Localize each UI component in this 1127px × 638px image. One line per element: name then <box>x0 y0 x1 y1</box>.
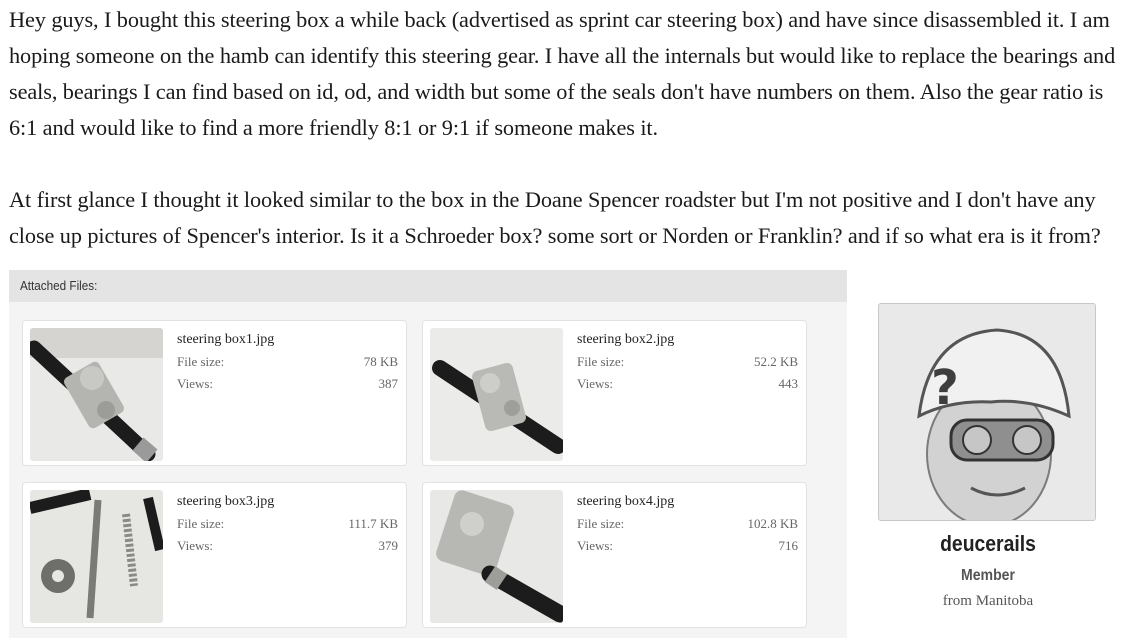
attachment-thumbnail[interactable] <box>430 490 563 623</box>
file-size-value: 111.7 KB <box>348 516 398 531</box>
attachment-filename[interactable]: steering box2.jpg <box>577 332 675 347</box>
file-size-label: File size: <box>577 354 625 369</box>
user-title: Member <box>960 567 1015 584</box>
attachment-card <box>422 320 807 466</box>
post-paragraph-1: Hey guys, I bought this steering box a while back (advertised as sprint car steering box) and have since disassembled it. I am hoping someone on the hamb can identify this steering gear. I have all the internals but would like to replace the bearings and seals, bearings I can find based on id, od, and width but some of the seals don't have numbers on them. Also the gear ratio is 6:1 and would like to find a more friendly 8:1 or 9:1 if someone makes it. <box>9 7 1116 140</box>
views-label: Views: <box>177 376 214 391</box>
attachments-title: Attached Files: <box>20 278 98 293</box>
file-size-value: 78 KB <box>363 354 398 369</box>
file-size-value: 52.2 KB <box>753 354 798 369</box>
user-location: from Manitoba <box>942 593 1034 609</box>
attachments-list <box>9 302 847 638</box>
attachment-card <box>22 320 407 466</box>
svg-text:?: ? <box>931 360 959 416</box>
file-size-label: File size: <box>177 516 225 531</box>
post-paragraph-2: At first glance I thought it looked similar to the box in the Doane Spencer roadster but I'm not positive and I don't have any close up pictures of Spencer's interior. Is it a Schroeder box? some sort or Norden or Franklin? and if so what era is it from? <box>9 187 1101 248</box>
views-value: 387 <box>378 376 398 391</box>
file-size-label: File size: <box>177 354 225 369</box>
attachment-card <box>22 482 407 628</box>
views-label: Views: <box>177 538 214 553</box>
attachment-filename[interactable]: steering box1.jpg <box>177 332 275 347</box>
attachment-filename[interactable]: steering box4.jpg <box>577 494 675 509</box>
avatar[interactable] <box>878 303 1096 521</box>
attachment-thumbnail[interactable] <box>30 490 163 623</box>
file-size-value: 102.8 KB <box>747 516 798 531</box>
views-value: 716 <box>778 538 798 553</box>
attachment-thumbnail[interactable] <box>430 328 563 461</box>
views-label: Views: <box>577 538 614 553</box>
attachments-header <box>9 270 847 302</box>
views-value: 443 <box>778 376 798 391</box>
post-body <box>9 2 1127 254</box>
attachment-card <box>422 482 807 628</box>
username-link[interactable]: deucerails <box>940 531 1036 556</box>
file-size-label: File size: <box>577 516 625 531</box>
attachment-thumbnail[interactable] <box>30 328 163 461</box>
views-label: Views: <box>577 376 614 391</box>
views-value: 379 <box>378 538 398 553</box>
attachment-filename[interactable]: steering box3.jpg <box>177 494 275 509</box>
